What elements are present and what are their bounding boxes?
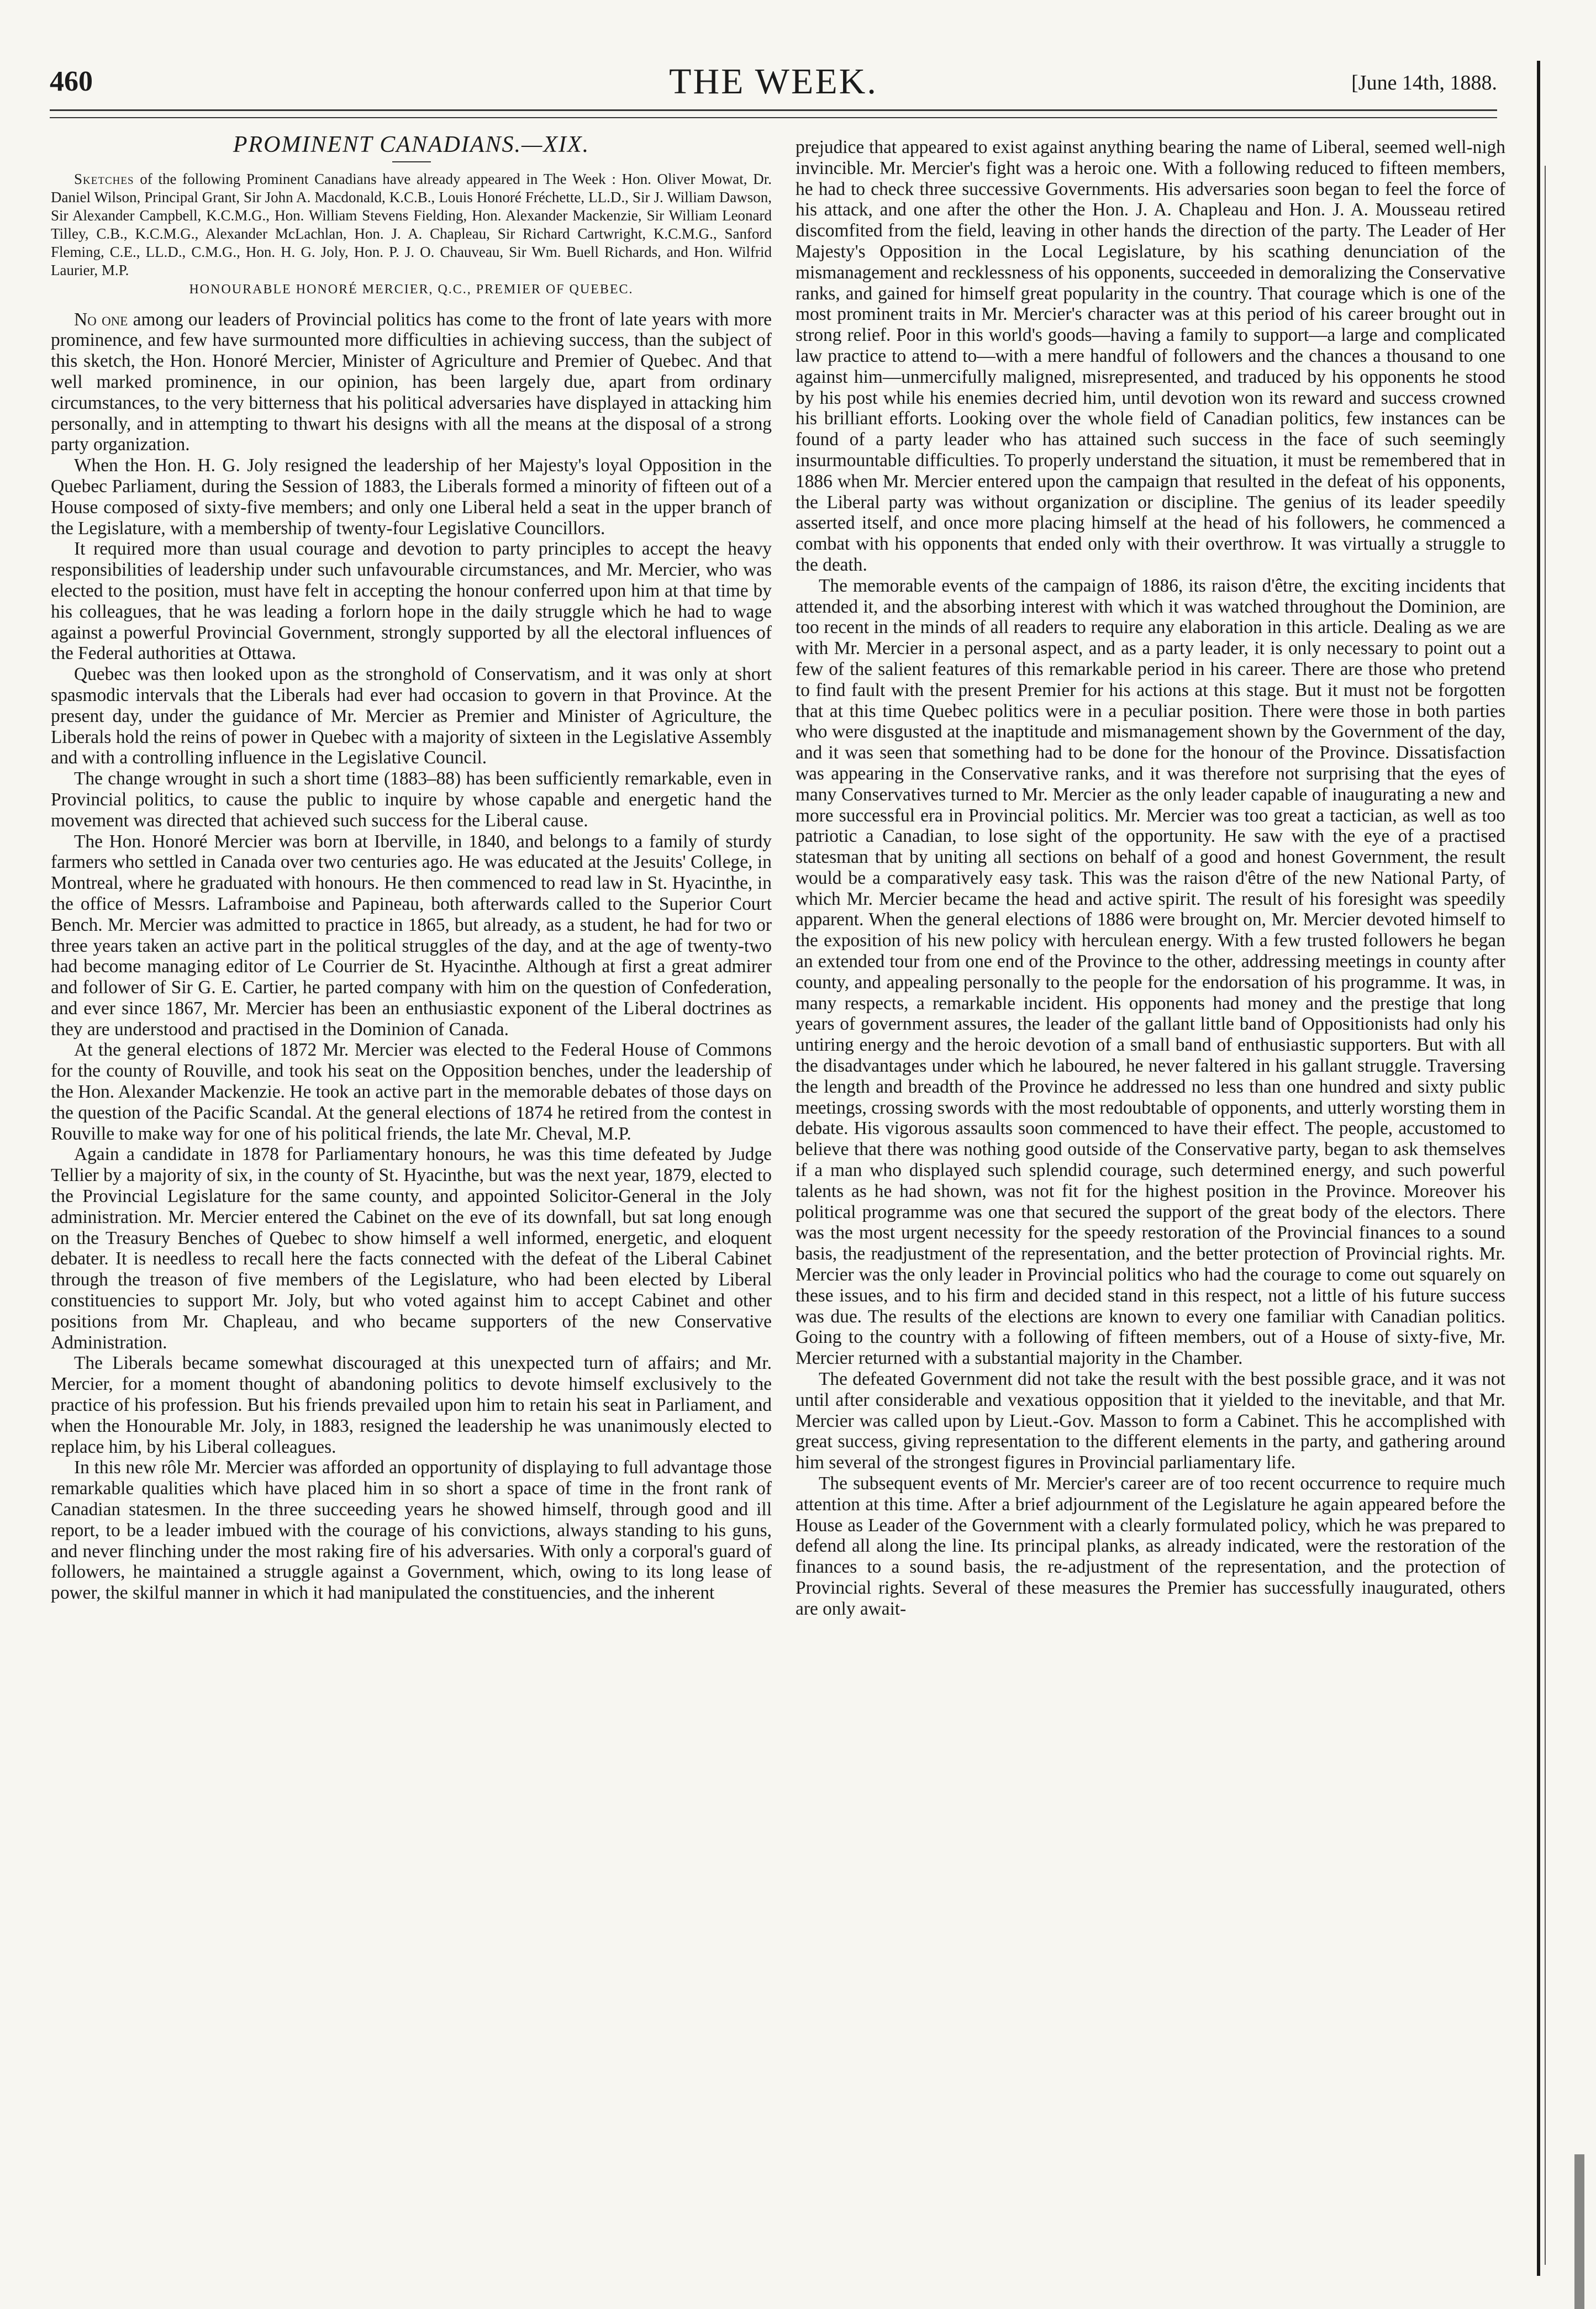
binding-shadow (1545, 166, 1546, 2265)
page-edge-shadow (1574, 2154, 1584, 2309)
paragraph: The Liberals became somewhat discouraged at this unexpected turn of affairs; and Mr. Mercier, for a moment thought of abandoning politics to devote himself exclusively to the practice of his profession. But his friends prevailed upon him to retain his seat in Parliament, and when the Honourable Mr. Joly, in 1883, resigned the leadership he was unanimously elected to replace him, by his Liberal colleagues. (51, 1353, 772, 1457)
masthead: THE WEEK. (669, 61, 878, 102)
issue-date: [June 14th, 1888. (1351, 71, 1497, 94)
page-header (50, 61, 1497, 105)
page-number: 460 (50, 66, 93, 97)
left-column (51, 133, 772, 2276)
series-intro (51, 170, 772, 280)
paragraph: Quebec was then looked upon as the stronghold of Conservatism, and it was only at short spasmodic intervals that the Liberals had ever had occasion to govern in that Province. At the present day, under the guidance of Mr. Mercier as Premier and Minister of Agriculture, the Liberals hold the reins of power in Quebec with a majority of sixteen in the Legislative Assembly and with a controlling influence in the Legislative Council. (51, 664, 772, 768)
paragraph: The change wrought in such a short time (1883–88) has been sufficiently remarkable, even in Provincial politics, to cause the public to inquire by whose capable and energetic hand the movement was directed that achieved such success for the Liberal cause. (51, 768, 772, 831)
paragraph: When the Hon. H. G. Joly resigned the leadership of her Majesty's loyal Opposition in the Quebec Parliament, during the Session of 1883, the Liberals formed a minority of fifteen out of a House composed of sixty-five members; and only one Liberal held a seat in the upper branch of the Legislature, with a membership of twenty-four Legislative Councillors. (51, 455, 772, 539)
binding-edge (1537, 61, 1540, 2276)
title-divider (392, 161, 431, 162)
paragraph: prejudice that appeared to exist against anything bearing the name of Liberal, seemed well-nigh invincible. Mr. Mercier's fight was a heroic one. With a following reduced to fifteen members, he had to check three successive Governments. His adversaries soon began to feel the force of his attack, and one after the other the Hon. J. A. Chapleau and Hon. J. A. Mousseau retired discomfited from the field, leaving in other hands the direction of the party. The Leader of Her Majesty's Opposition in the Local Legislature, by his scathing denunciation of the mismanagement and recklessness of his opponents, succeeded in demoralizing the Conservative ranks, and gained for himself great popularity in the country. That courage which is one of the most prominent traits in Mr. Mercier's character was at this period of his career brought out in strong relief. Poor in this world's goods—having a family to support—a large and complicated law practice to attend to—with a mere handful of followers and the chances a thousand to one against him—unmercifully maligned, misrepresented, and traduced by his opponents he stood by his post while his enemies decried him, until devotion won its reward and success crowned his brilliant efforts. Looking over the whole field of Canadian politics, few instances can be found of a party leader who has attained such success in the face of such seemingly insurmountable difficulties. To properly understand the situation, it must be remembered that in 1886 when Mr. Mercier entered upon the campaign that resulted in the defeat of his opponents, the Liberal party was without organization or discipline. The genius of its leader speedily asserted itself, and once more placing himself at the head of his followers, he commenced a combat with his opponents that ended only with their overthrow. It was virtually a struggle to the death. (796, 137, 1505, 575)
paragraph: Again a candidate in 1878 for Parliamentary honours, he was this time defeated by Judge Tellier by a majority of six, in the county of St. Hyacinthe, but was the next year, 1879, elected to the Provincial Legislature for the same county, and appointed Solicitor-General in the Joly administration. Mr. Mercier entered the Cabinet on the eve of its downfall, but sat long enough on the Treasury Benches of Quebec to show himself a well informed, energetic, and eloquent debater. It is needless to recall here the facts connected with the defeat of the Liberal Cabinet through the treason of five members of the Legislature, who had been elected by Liberal constituencies to support Mr. Joly, but who voted against him to accept Cabinet and other positions from Mr. Chapleau, and who became supporters of the new Conservative Administration. (51, 1144, 772, 1353)
paragraph: The defeated Government did not take the result with the best possible grace, and it was not until after considerable and vexatious opposition that it yielded to the inevitable, and that Mr. Mercier was called upon by Lieut.-Gov. Masson to form a Cabinet. This he accomplished with great success, giving representation to the different elements in the party, and gathering around him several of the strongest figures in Provincial parliamentary life. (796, 1369, 1505, 1473)
paragraph: It required more than usual courage and devotion to party principles to accept the heavy responsibilities of leadership under such unfavourable circumstances, and Mr. Mercier, who was elected to the position, must have felt in accepting the honour conferred upon him at that time by his colleagues, that he was leading a forlorn hope in the daily struggle which he had to wage against a powerful Provincial Government, strongly supported by all the electoral influences of the Federal authorities at Ottawa. (51, 539, 772, 664)
article-subject-heading: HONOURABLE HONORÉ MERCIER, Q.C., PREMIER OF QUEBEC. (189, 282, 634, 297)
paragraph: In this new rôle Mr. Mercier was afforded an opportunity of displaying to full advantage those remarkable qualities which have placed him in so short a space of time in the front rank of Canadian statesmen. In the three succeeding years he showed himself, through good and ill report, to be a leader imbued with the courage of his convictions, always standing to his guns, and never flinching under the most raking fire of his adversaries. With only a corporal's guard of followers, he maintained a struggle against a Government, which, owing to its long lease of power, the skilful manner in which it had manipulated the constituencies, and the inherent (51, 1457, 772, 1604)
paragraph (51, 309, 772, 456)
paragraph-text: among our leaders of Provincial politics has come to the front of late years with more prominence, and few have surmounted more difficulties in achieving success, than the subject of this sketch, the Hon. Honoré Mercier, Minister of Agriculture and Premier of Quebec. And that well marked prominence, in our opinion, has been largely due, apart from ordinary circumstances, to the very bitterness that his political adversaries have displayed in attacking him personally, and in attempting to thwart his designs with all the means at the disposal of a strong party organization. (51, 309, 772, 455)
paragraph: The subsequent events of Mr. Mercier's career are of too recent occurrence to require much attention at this time. After a brief adjournment of the Legislature he again appeared before the House as Leader of the Government with a clearly formulated policy, which he was prepared to defend all along the line. Its principal planks, as already indicated, were the restoration of the finances to a sound basis, the re-adjustment of the representation, and the protection of Provincial rights. Several of these measures the Premier has successfully inaugurated, others are only await- (796, 1473, 1505, 1619)
lead-words: No one (74, 309, 128, 330)
intro-lead: Sketches (74, 170, 134, 187)
series-title: PROMINENT CANADIANS.—XIX. (233, 133, 590, 157)
header-rule-thin (50, 117, 1497, 118)
intro-text: of the following Prominent Canadians have already appeared in The Week : Hon. Oliver Mowat, Dr. Daniel Wilson, Principal Grant, Sir John A. Macdonald, K.C.B., Louis Honoré Fréchette, LL.D., Sir J. William Dawson, Sir Alexander Campbell, K.C.M.G., Hon. William Stevens Fielding, Hon. Alexander Mackenzie, Sir William Leonard Tilley, C.B., K.C.M.G., Alexander McLachlan, Hon. J. A. Chapleau, Sir Richard Cartwright, K.C.M.G., Sanford Fleming, C.E., LL.D., C.M.G., Hon. H. G. Joly, Hon. P. J. O. Chauveau, Sir Wm. Buell Richards, and Hon. Wilfrid Laurier, M.P. (51, 170, 772, 278)
paragraph: The memorable events of the campaign of 1886, its raison d'être, the exciting incidents that attended it, and the absorbing interest with which it was watched throughout the Dominion, are too recent in the minds of all readers to require any elaboration in this article. Dealing as we are with Mr. Mercier in a personal aspect, and as a party leader, it is only necessary to point out a few of the salient features of this remarkable period in his career. There are those who pretend to find fault with the present Premier for his actions at this stage. But it must not be forgotten that at this time Quebec politics were in a peculiar position. There were those in both parties who were disgusted at the inaptitude and mismanagement shown by the Government of the day, and it was seen that something had to be done for the honour of the Province. Dissatisfaction was appearing in the Conservative ranks, and it was therefore not surprising that the eyes of many Conservatives turned to Mr. Mercier as the only leader capable of inaugurating a new and more successful era in Provincial politics. Mr. Mercier was too great a tactician, as well as too patriotic a Canadian, to lose sight of the opportunity. He saw with the eye of a practised statesman that by uniting all sections on behalf of a good and honest Government, the result would be a comparatively easy task. This was the raison d'être of the new National Party, of which Mr. Mercier became the head and active spirit. The result of his foresight was speedily apparent. When the general elections of 1886 were brought on, Mr. Mercier devoted himself to the exposition of his new policy with herculean energy. With a few trusted followers he began an extended tour from one end of the Province to the other, addressing meetings in county after county, and appealing personally to the people for the endorsation of his programme. It was, in many respects, a remarkable incident. His opponents had money and the prestige that long years of government assures, the leader of the gallant little band of Oppositionists had only his untiring energy and the heroic devotion of a small band of enthusiastic supporters. But with all the disadvantages under which he laboured, he never faltered in his gallant struggle. Traversing the length and breadth of the Province he addressed no less than one hundred and sixty public meetings, crossing swords with the most redoubtable of opponents, and utterly worsting them in debate. His vigorous assaults soon commenced to have their effect. The people, accustomed to believe that there was nothing good outside of the Conservative party, began to ask themselves if a man who displayed such splendid courage, such determined energy, and such powerful talents as he had shown, was not fit for the highest position in the Province. Moreover his political programme was one that secured the support of the great body of the electors. There was the most urgent necessity for the speedy restoration of the Provincial finances to a sound basis, the readjustment of the representation, and the better protection of Provincial rights. Mr. Mercier was the only leader in Provincial politics who had the courage to come out squarely on these issues, and to his firm and decided stand in this respect, not a little of his future success was due. The results of the elections are known to every one familiar with Canadian politics. Going to the country with a following of fifteen members, out of a House of sixty-five, Mr. Mercier returned with a substantial majority in the Chamber. (796, 575, 1505, 1369)
header-rule (50, 109, 1497, 111)
right-column (796, 137, 1505, 2280)
paragraph: The Hon. Honoré Mercier was born at Iberville, in 1840, and belongs to a family of sturdy farmers who settled in Canada over two centuries ago. He was educated at the Jesuits' College, in Montreal, where he graduated with honours. He then commenced to read law in St. Hyacinthe, in the office of Messrs. Laframboise and Papineau, both afterwards called to the Superior Court Bench. Mr. Mercier was admitted to practice in 1865, but already, as a student, he had for two or three years taken an active part in the political struggles of the day, and at the age of twenty-two had become managing editor of Le Courrier de St. Hyacinthe. Although at first a great admirer and follower of Sir G. E. Cartier, he parted company with him on the question of Confederation, and ever since 1867, Mr. Mercier has been an enthusiastic exponent of the Liberal doctrines as they are understood and practised in the Dominion of Canada. (51, 831, 772, 1040)
paragraph: At the general elections of 1872 Mr. Mercier was elected to the Federal House of Commons for the county of Rouville, and took his seat on the Opposition benches, under the leadership of the Hon. Alexander Mackenzie. He took an active part in the memorable debates of those days on the question of the Pacific Scandal. At the general elections of 1874 he retired from the contest in Rouville to make way for one of his political friends, the late Mr. Cheval, M.P. (51, 1040, 772, 1144)
